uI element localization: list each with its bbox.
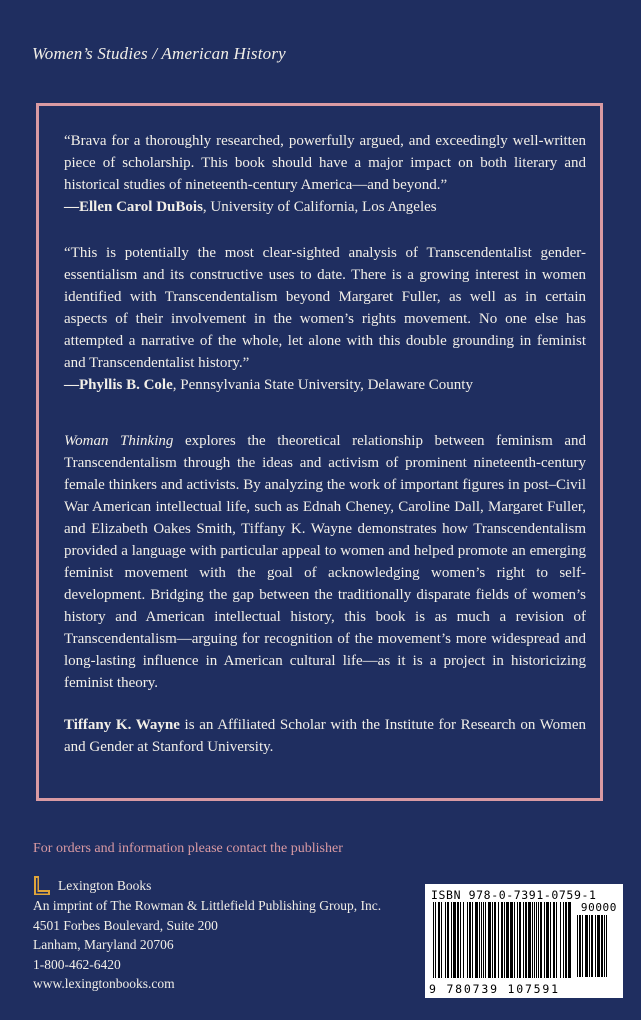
barcode-digits: 9 780739 107591: [429, 982, 560, 996]
publisher-name-row: [33, 875, 381, 896]
orders-note: For orders and information please contact the publisher: [33, 841, 343, 856]
content-frame: [36, 103, 603, 801]
publisher-website: www.lexingtonbooks.com: [33, 976, 175, 992]
blurb-attribution-1: [64, 196, 586, 218]
publisher-imprint: An imprint of The Rowman & Littlefield Publishing Group, Inc.: [33, 898, 382, 913]
blurb-attribution-2: [64, 374, 586, 396]
publisher-phone: 1-800-462-6420: [33, 956, 121, 972]
bio-text: is an Affiliated Scholar with the Institute for Research on Women and Gender at Stanford University.: [64, 717, 586, 755]
blurb-quote-2: “This is potentially the most clear-sighted analysis of Transcendentalist gender-essentialism and its constructive uses to date. There is a growing interest in women identified with Transcendentalism beyond Margaret Fuller, as well as in certain aspects of their involvement in the women’s rights movement. No one else has attempted a narrative of the whole, let alone with this double grounding in feminist and Transcendentalist history.”: [64, 245, 586, 371]
book-description: [64, 430, 586, 694]
blurb-author-2: —Phyllis B. Cole: [64, 377, 173, 393]
blurb-quote-1: “Brava for a thoroughly researched, powerfully argued, and exceedingly well-written piece of scholarship. This book should have a major impact on both literary and historical studies of nineteenth-century America—and beyond.”: [64, 133, 586, 193]
back-cover-text: [64, 130, 586, 758]
addon-bars: [577, 915, 617, 979]
book-title: Woman Thinking: [64, 433, 174, 449]
publisher-address-2: Lanham, Maryland 20706: [33, 937, 174, 953]
publisher-address-1: 4501 Forbes Boulevard, Suite 200: [33, 917, 218, 933]
publisher-info: [33, 875, 381, 994]
author-bio: [64, 714, 586, 758]
barcode-bars: [433, 902, 571, 980]
isbn-text: ISBN 978-0-7391-0759-1: [431, 888, 597, 902]
publisher-name: Lexington Books: [58, 878, 152, 894]
lexington-logo-icon: [33, 875, 52, 896]
isbn-barcode: [425, 884, 623, 998]
blurb-author-1: —Ellen Carol DuBois: [64, 199, 203, 215]
blurb-affiliation-1: , University of California, Los Angeles: [202, 199, 437, 215]
author-name: Tiffany K. Wayne: [64, 717, 180, 733]
barcode-addon-price: 90000: [580, 901, 617, 914]
category-label: Women’s Studies / American History: [32, 44, 286, 63]
description-text: explores the theoretical relationship between feminism and Transcendentalism through the ideas and activism of prominent nineteenth-century female thinkers and activists. By analyzing the work of important figures in post–Civil War American intellectual life, such as Ednah Cheney, Caroline Dall, Margaret Fuller, and Elizabeth Oakes Smith, Tiffany K. Wayne demonstrates how Transcendentalism provided a language with particular appeal to women and helped promote an emerging feminist movement with the goal of acknowledging women’s right to self-development. Bridging the gap between the traditionally disparate fields of women’s history and American intellectual history, this book is as much a revision of Transcendentalism—arguing for recognition of the movement’s more widespread and long-lasting influence in American cultural life—as it is a project in historicizing feminist theory.: [64, 433, 586, 691]
blurb-affiliation-2: , Pennsylvania State University, Delaware County: [172, 377, 473, 393]
